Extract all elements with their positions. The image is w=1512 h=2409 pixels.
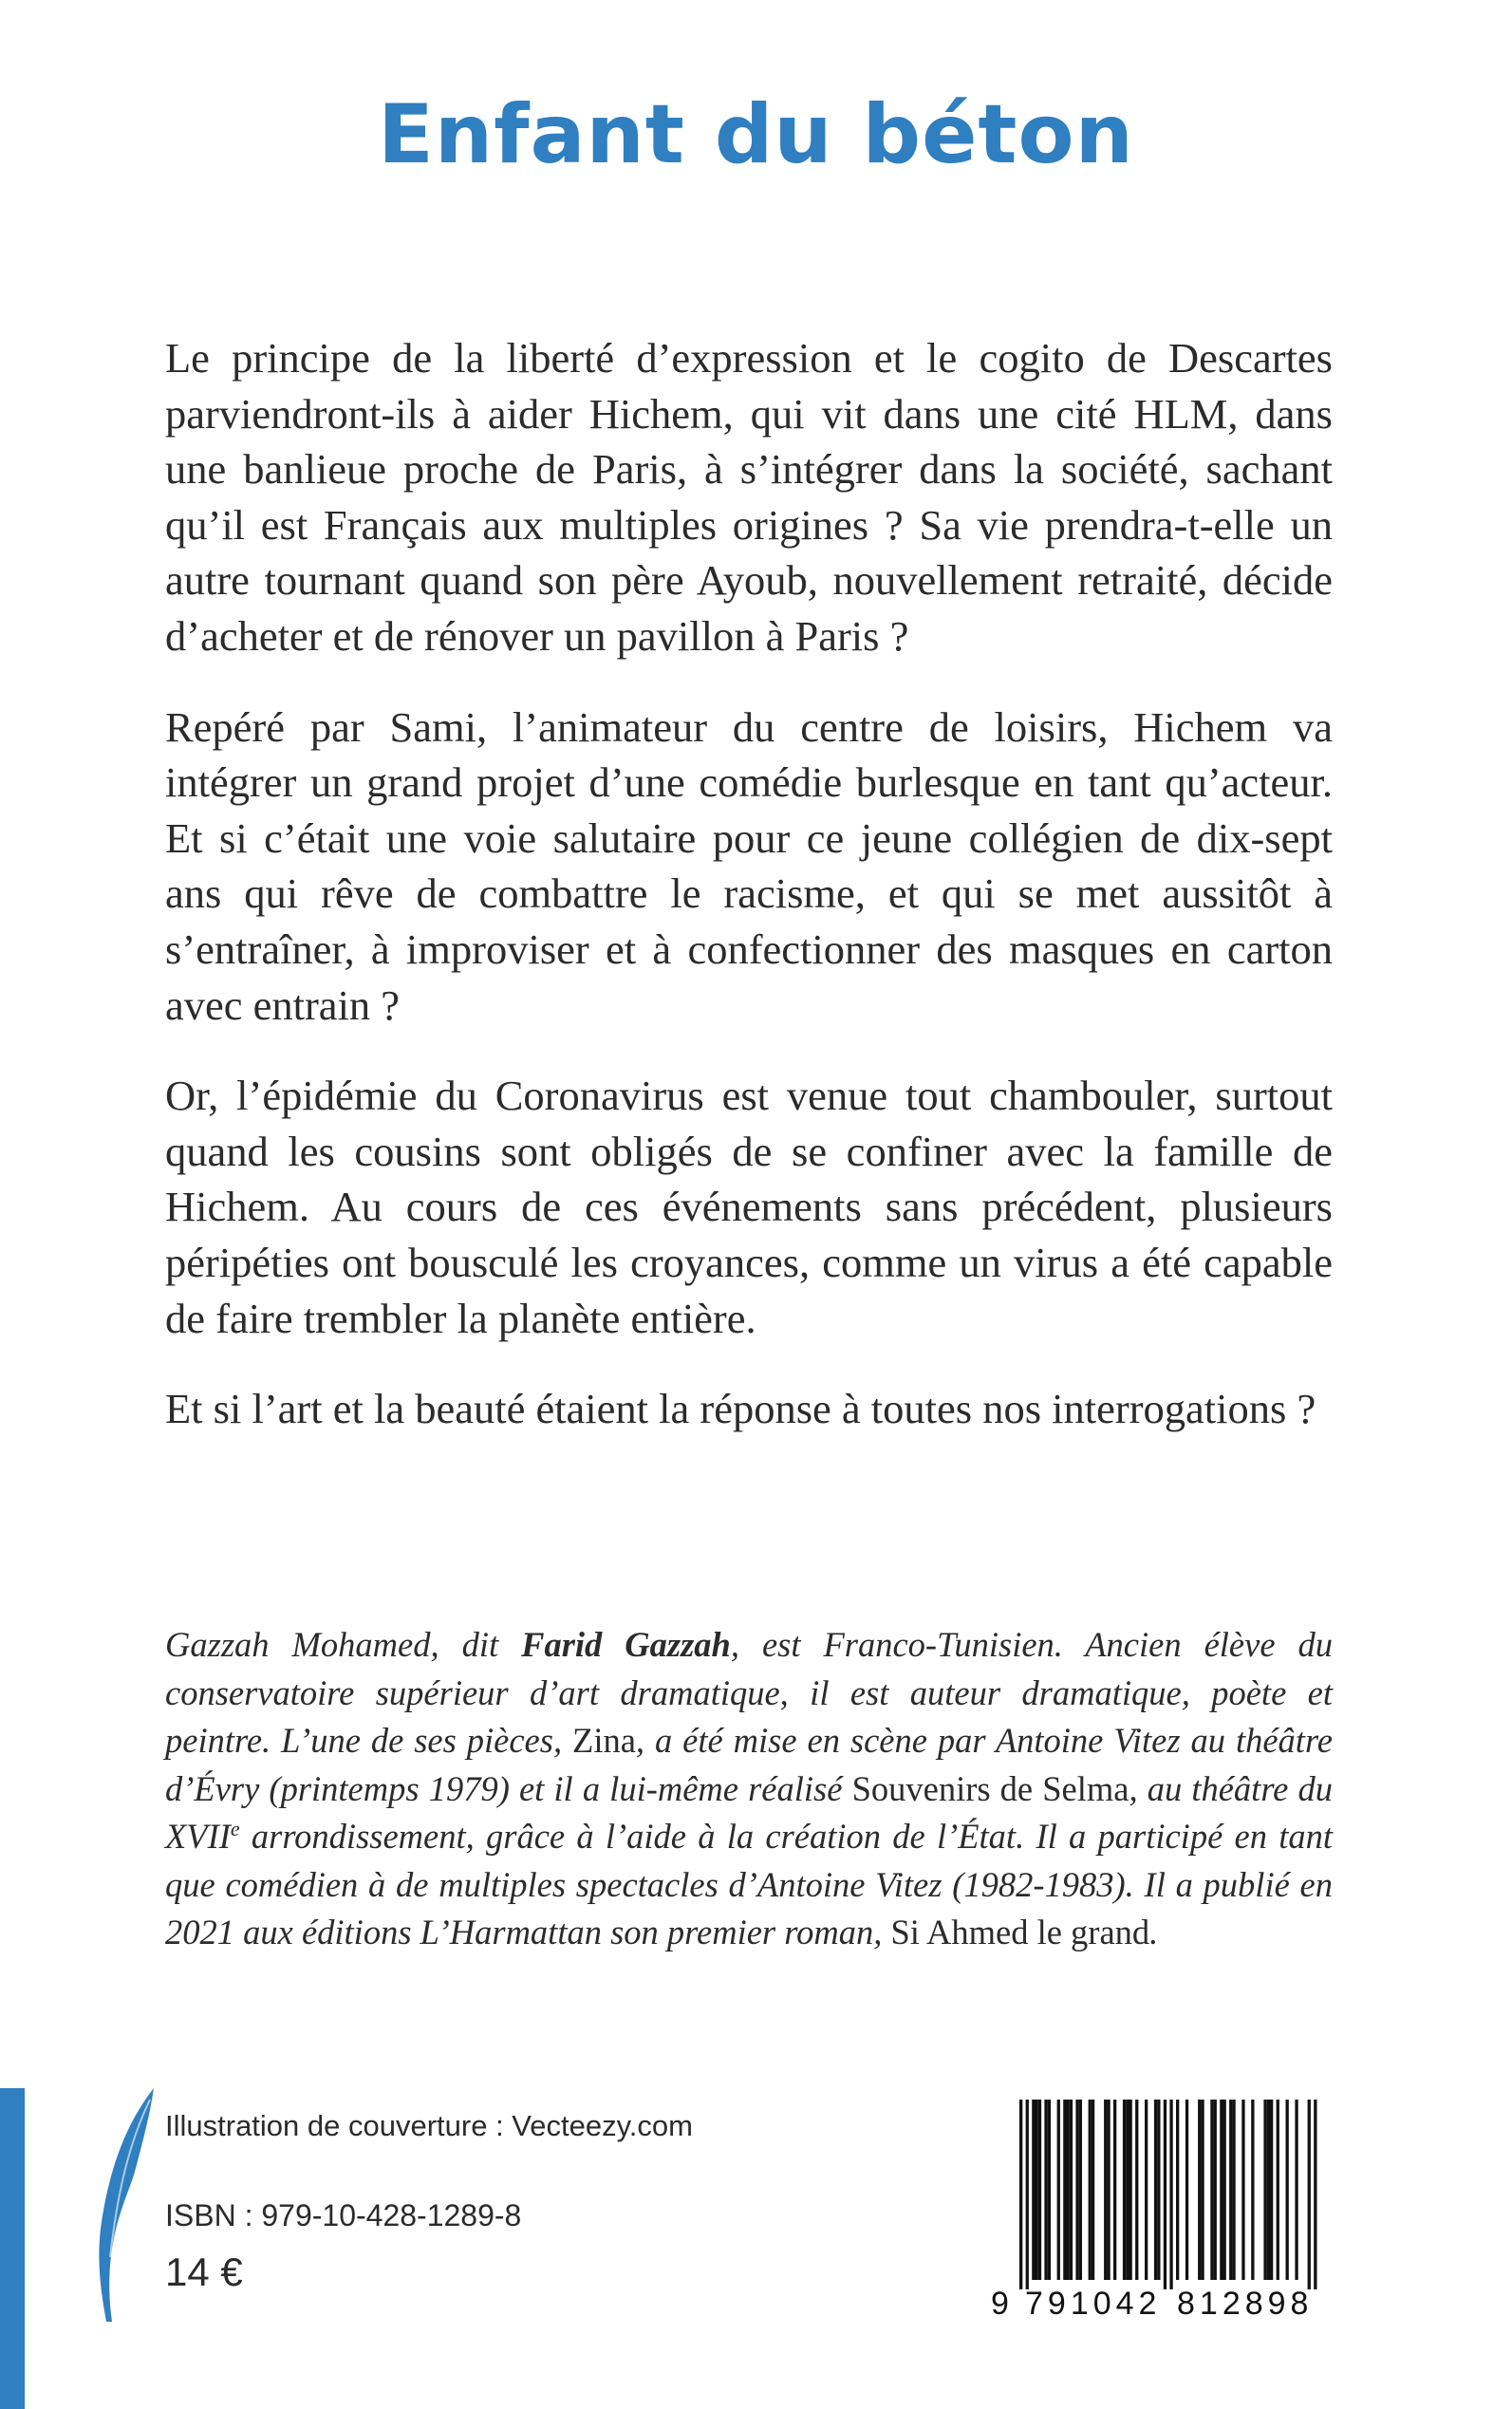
barcode-bar [1198,2100,1201,2280]
barcode-bar [1070,2100,1073,2280]
barcode-bar [1107,2100,1110,2280]
barcode-bar [1032,2100,1035,2280]
barcode-bar [1277,2100,1279,2280]
barcode-bar [1263,2100,1266,2280]
barcode-digits-right: 812898 [1177,2286,1314,2320]
barcode-bar [1057,2100,1060,2280]
barcode-bar [1210,2100,1213,2280]
barcode-bar [1201,2100,1204,2280]
barcode-icon [991,2100,1325,2320]
bio-text-6: . [1149,1913,1159,1951]
barcode-bar [1295,2100,1297,2280]
barcode-bar [1214,2100,1217,2280]
barcode-bar [1075,2100,1078,2280]
bio-text-2: , est Franco-Tunisien. Ancien élève du conservatoire supérieur d’art dramatique, il est auteur dramatique, poète et peintre. L’une de ses pièces, [165,1625,1334,1760]
bio-text-1: Gazzah Mohamed, dit [165,1625,522,1664]
barcode-bar [1176,2100,1179,2280]
bio-text-5: arrondissement, grâce à l’aide à la création de l’État. Il a participé en tant que comédien à de multiples spectacles d’Antoine Vitez (1982-1983). Il a publié en 2021 aux éditions L’Harmattan son premier roman, [165,1817,1333,1951]
isbn-number: ISBN : 979-10-428-1289-8 [165,2198,522,2232]
barcode-bars [1019,2100,1317,2289]
barcode-bar [1251,2100,1254,2280]
barcode-bar [1229,2100,1232,2280]
barcode-bar [1026,2100,1029,2289]
barcode-bar [1241,2100,1244,2280]
barcode-bar [1164,2100,1167,2289]
barcode-bar [1123,2100,1126,2280]
barcode-bar [1044,2100,1047,2280]
summary-paragraph-1: Le principe de la liberté d’expression et le cogito de Descartes parviendront-ils à aider Hichem, qui vit dans une cité HLM, dans une banlieue proche de Paris, à s’intégrer dans la société, sachant qu’il est Français aux multiples origines ? Sa vie prendra-t-elle un autre tournant quand son père Ayoub, nouvellement retraité, décide d’acheter et de rénover un pavillon à Paris ? [165,334,1333,660]
barcode-bar [1092,2100,1094,2280]
publisher-color-bar [0,2088,25,2409]
barcode-bar [1036,2100,1038,2280]
barcode-bar [1223,2100,1226,2280]
barcode-bar [1135,2100,1138,2280]
summary-paragraph-3: Or, l’épidémie du Coronavirus est venue tout chambouler, surtout quand les cousins sont obligés de se confiner avec la famille de Hichem. Au cours de ces événements sans précédent, plusieurs péripéties ont bousculé les croyances, comme un virus a été capable de faire trembler la planète entière. [165,1072,1333,1342]
barcode-bar [1038,2100,1041,2280]
feather-logo-icon [87,2086,156,2324]
barcode-bar [1113,2100,1116,2280]
barcode-bar [1019,2100,1022,2289]
summary-paragraph-4: Et si l’art et la beauté étaient la réponse à toutes nos interrogations ? [165,1385,1316,1433]
barcode-bar [1220,2100,1223,2280]
play-title-zina: Zina [572,1721,636,1760]
barcode-bar [1232,2100,1235,2280]
barcode-bar [1104,2100,1107,2280]
barcode-bar [1185,2100,1188,2280]
barcode-bar [1308,2100,1311,2289]
barcode-bar [1157,2100,1160,2280]
illustration-credit: Illustration de couverture : Vecteezy.com [165,2109,693,2142]
novel-title: Si Ahmed le grand [890,1913,1150,1951]
barcode-bar [1169,2100,1172,2289]
barcode-bar [1129,2100,1132,2280]
barcode-digit-lead: 9 [991,2286,1009,2320]
play-title-selma: Souvenirs de Selma [851,1768,1129,1808]
book-title: Enfant du béton [378,87,1134,182]
barcode-bar [1267,2100,1270,2280]
barcode-bar [1314,2100,1316,2289]
barcode-bar [1067,2100,1070,2280]
bio-text-3: , a été mise en scène par Antoine Vitez au théâtre d’Évry (printemps 1979) et il a lui-même réalisé [165,1721,1333,1808]
barcode-bar [1270,2100,1273,2280]
barcode-digits-left: 791042 [1025,2286,1162,2320]
barcode-bar [1145,2100,1148,2280]
price-label: 14 € [165,2250,243,2294]
barcode-bar [1286,2100,1289,2280]
bio-text-4: , au théâtre du XVII [165,1768,1333,1856]
author-biography [165,1621,1333,1957]
summary-paragraph-2: Repéré par Sami, l’animateur du centre de loisirs, Hichem va intégrer un grand projet d’une comédie burlesque en tant qu’acteur. Et si c’était une voie salutaire pour ce jeune collégien de dix-sept ans qui rêve de combattre le racisme, et qui se met aussitôt à s’entraîner, à improviser et à confectionner des masques en carton avec entrain ? [165,702,1333,1029]
barcode-bar [1089,2100,1092,2280]
barcode-bar [1063,2100,1066,2280]
author-name: Farid Gazzah [521,1625,731,1664]
barcode-bar [1048,2100,1051,2280]
barcode-bar [1126,2100,1129,2280]
ordinal-superscript: e [230,1816,240,1840]
barcode-bar [1079,2100,1082,2280]
back-cover-summary [165,330,1333,1472]
barcode-bar [1154,2100,1157,2280]
